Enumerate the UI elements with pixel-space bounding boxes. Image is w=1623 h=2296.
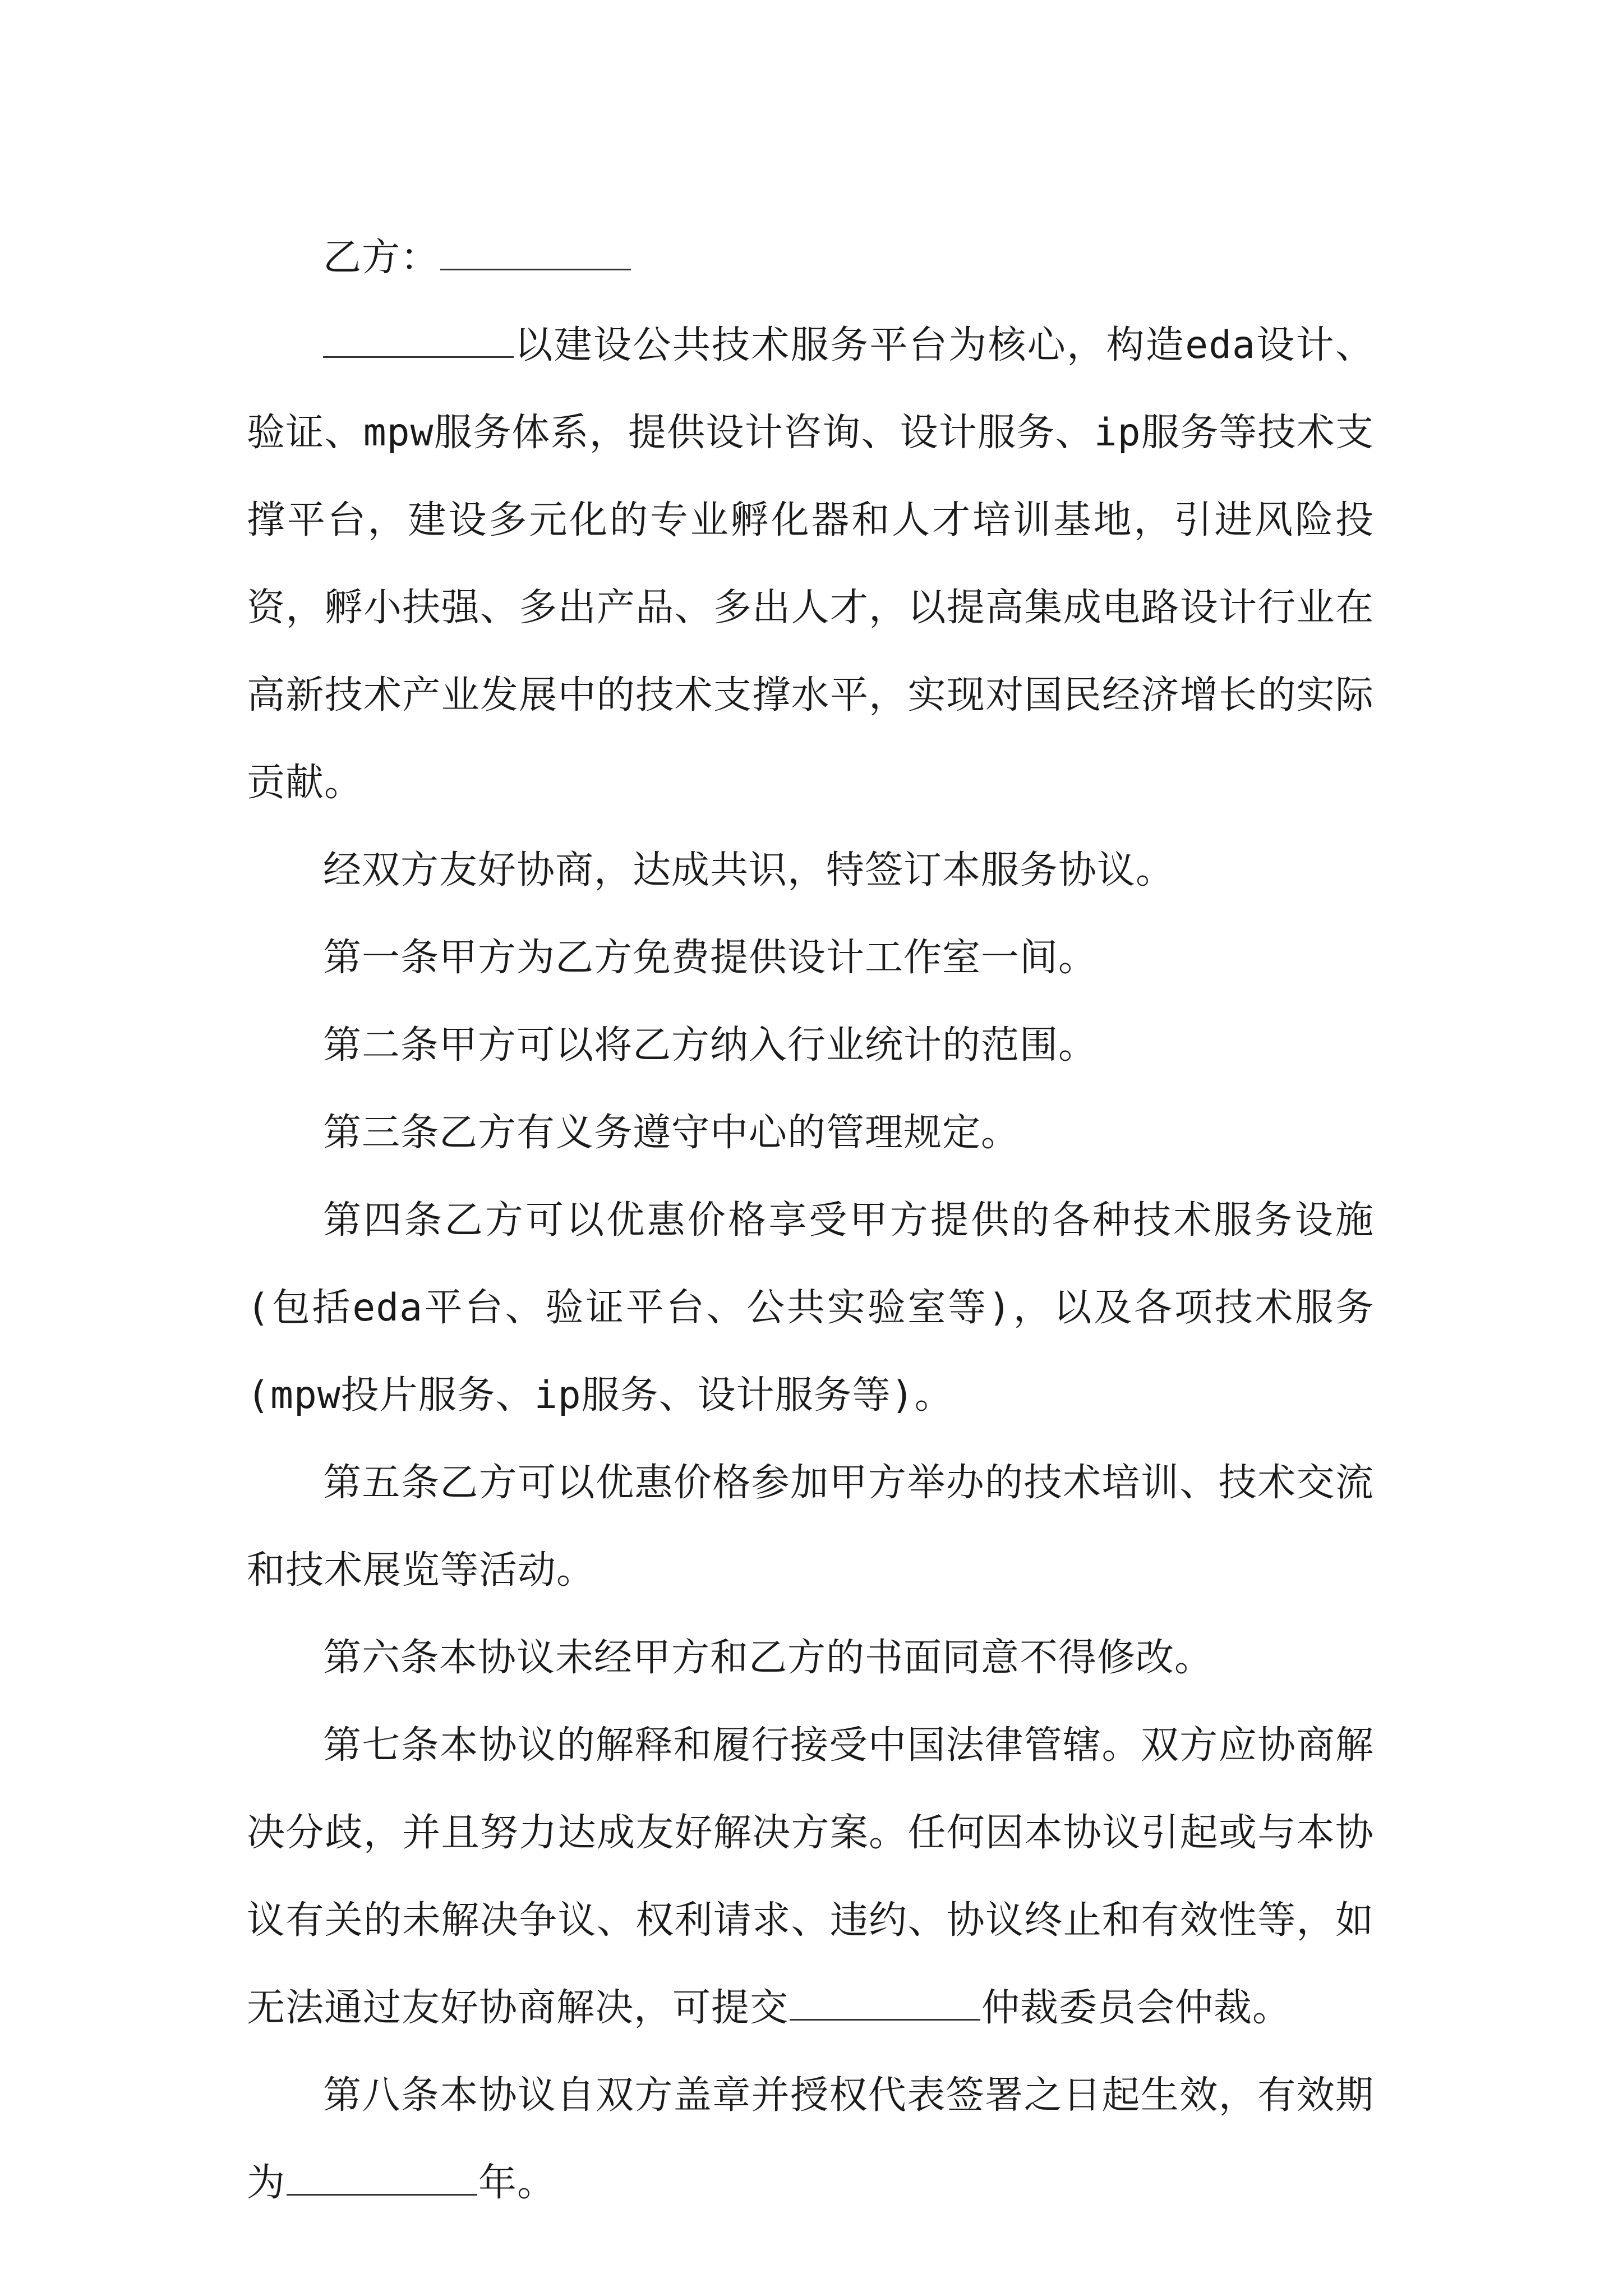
validity-blank [287, 2160, 477, 2196]
article-5: 第五条乙方可以优惠价格参加甲方举办的技术培训、技术交流和技术展览等活动。 [247, 1461, 1374, 1593]
article-6: 第六条本协议未经甲方和乙方的书面同意不得修改。 [323, 1636, 1214, 1680]
article-7-tail: 仲裁委员会仲裁。 [981, 1986, 1292, 2030]
intro-blank [323, 322, 514, 358]
article-7 [247, 1702, 1374, 2052]
article-7-text: 第七条本协议的解释和履行接受中国法律管辖。双方应协商解决分歧，并且努力达成友好解决方案。任何因本协议引起或与本协议有关的未解决争议、权利请求、违约、协议终止和有效性等，如无法通过友好协商解决，可提交 [247, 1723, 1374, 2030]
party-b-blank [440, 234, 631, 270]
party-b-label: 乙方： [323, 236, 440, 280]
article-8-text: 第八条本协议自双方盖章并授权代表签署之日起生效，有效期为 [247, 2073, 1374, 2205]
article-8 [247, 2052, 1374, 2227]
agreement-paragraph: 经双方友好协商，达成共识，特签订本服务协议。 [323, 848, 1175, 892]
article-3: 第三条乙方有义务遵守中心的管理规定。 [323, 1111, 1020, 1155]
article-2: 第二条甲方可以将乙方纳入行业统计的范围。 [323, 1023, 1098, 1068]
article-8-tail: 年。 [478, 2161, 556, 2205]
article-1: 第一条甲方为乙方免费提供设计工作室一间。 [323, 936, 1098, 980]
intro-paragraph [247, 302, 1374, 827]
article-4: 第四条乙方可以优惠价格享受甲方提供的各种技术服务设施(包括eda平台、验证平台、公共实验室等)，以及各项技术服务(mpw投片服务、ip服务、设计服务等)。 [247, 1198, 1374, 1418]
arbitration-blank [790, 1985, 980, 2021]
party-b-line [247, 214, 1374, 302]
document-body [247, 214, 1374, 2227]
intro-text: 以建设公共技术服务平台为核心，构造eda设计、验证、mpw服务体系，提供设计咨询、设计服务、ip服务等技术支撑平台，建设多元化的专业孵化器和人才培训基地，引进风险投资，孵小扶强、多出产品、多出人才，以提高集成电路设计行业在高新技术产业发展中的技术支撑水平，实现对国民经济增长的实际贡献。 [247, 323, 1374, 805]
